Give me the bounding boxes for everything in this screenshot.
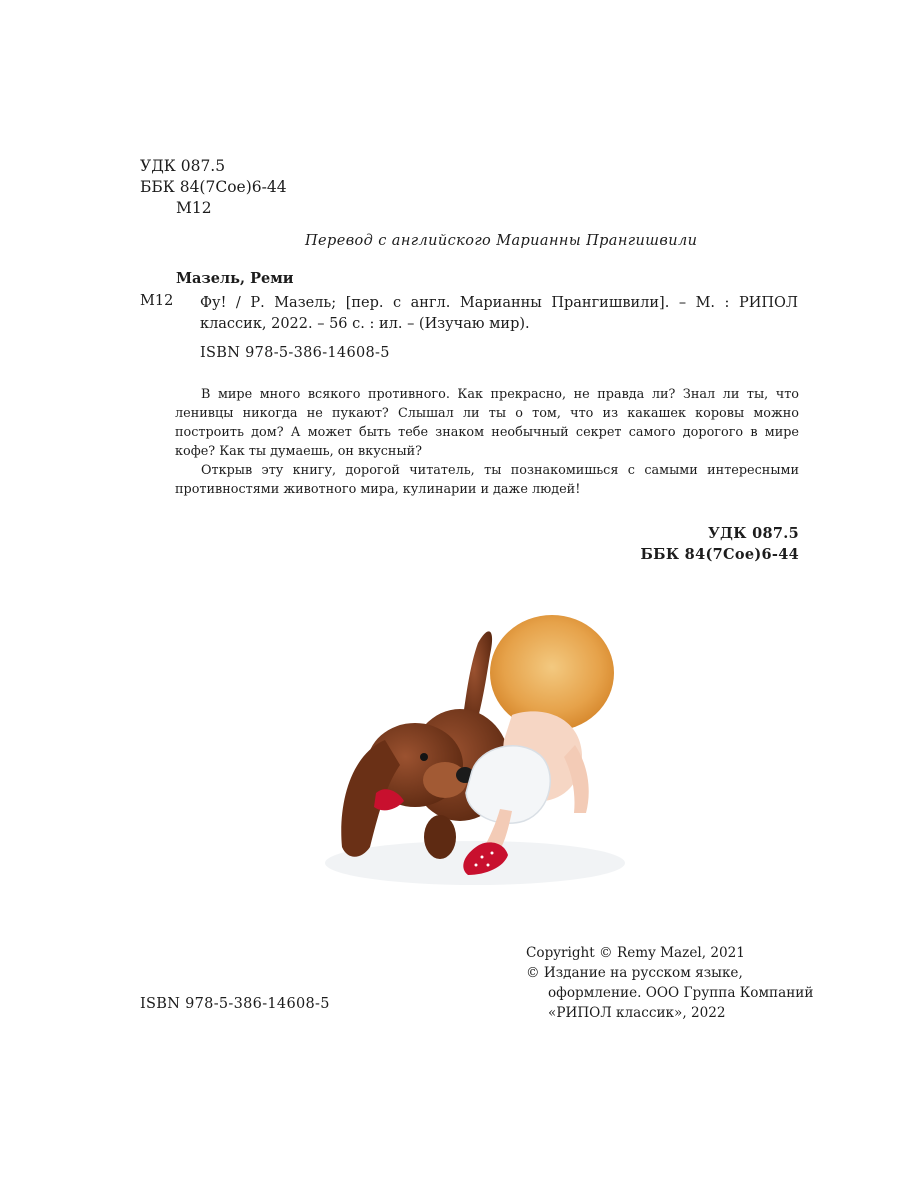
translator-note: Перевод с английского Марианны Прангишвили (305, 233, 698, 249)
annotation (175, 385, 799, 499)
copyright-line-2: © Издание на русском языке, (526, 965, 743, 981)
baby-hair (490, 615, 614, 731)
copyright-line-1: Copyright © Remy Mazel, 2021 (526, 945, 745, 961)
baby-with-teddy-dog-illustration (290, 565, 635, 915)
bibliographic-description: Фу! / Р. Мазель; [пер. с англ. Марианны Прангишвили]. – М. : РИПОЛ классик, 2022. – 56 с. : ил. – (Изучаю мир). (200, 295, 798, 332)
isbn-bottom: ISBN 978-5-386-14608-5 (140, 996, 330, 1012)
classification-codes-top-left (140, 156, 287, 219)
copyright-line-3: оформление. ООО Группа Компаний (548, 985, 814, 1001)
dog-paw (424, 815, 456, 859)
copyright-line-4: «РИПОЛ классик», 2022 (548, 1005, 726, 1021)
copyright-block (526, 943, 813, 1023)
annotation-paragraph-1: В мире много всякого противного. Как прекрасно, не правда ли? Знал ли ты, что ленивцы никогда не пукают? Слышал ли ты о том, что из какашек коровы можно построить дом? А может быть тебе знаком необычный секрет самого дорогого в мире кофе? Как ты думаешь, он вкусный? (175, 387, 799, 459)
udk-code: УДК 087.5 (140, 157, 226, 175)
author-mark: М12 (176, 199, 212, 217)
bbk-code: ББК 84(7Сое)6-44 (140, 178, 287, 196)
biblio-author-mark: М12 (140, 293, 174, 309)
classification-codes-right (640, 523, 799, 565)
dog-eye (420, 753, 428, 761)
author-heading: Мазель, Реми (176, 270, 294, 287)
bbk-code-right: ББК 84(7Сое)6-44 (640, 546, 799, 563)
annotation-paragraph-2: Открыв эту книгу, дорогой читатель, ты познакомишься с самыми интересными противностями животного мира, кулинарии и даже людей! (175, 463, 799, 497)
udk-code-right: УДК 087.5 (707, 525, 799, 542)
isbn-main: ISBN 978-5-386-14608-5 (200, 345, 390, 361)
